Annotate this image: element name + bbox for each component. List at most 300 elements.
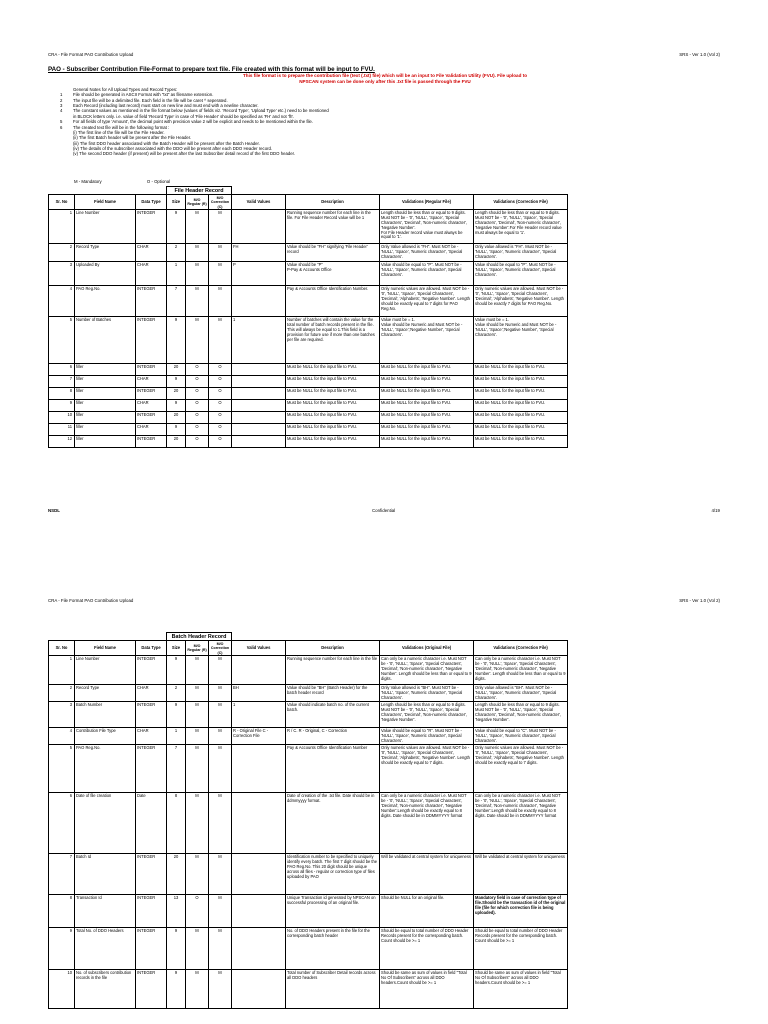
cell-size: 9	[167, 656, 186, 685]
footer-confidential: Confidential	[372, 508, 396, 513]
red-note-line-1: This file format is to prepare the contribution file (text (.txt) file) which will be an input to File Validation Utility (FVU). File upload to	[242, 73, 528, 78]
cell-sr-no: 9	[49, 928, 75, 970]
cell-data-type: INTEGER	[136, 388, 167, 400]
table-row	[49, 656, 721, 685]
cell-size: 20	[167, 436, 186, 448]
cell-mo-regular: M	[186, 854, 209, 895]
cell-description: Must be NULL for the input file to FVU.	[286, 424, 380, 436]
cell-field-name: Batch Id	[75, 854, 136, 895]
cell-field-name: Number of Batches	[75, 317, 136, 364]
cell-data-type: CHAR	[136, 728, 167, 745]
cell-validation-correction: Only value allowed is "BH". Must NOT be - 'NULL', 'Space', 'Numeric character', 'Special Characters'.	[474, 685, 568, 702]
cell-valid-values	[232, 854, 286, 895]
legend-mandatory: M - Mandatory	[74, 179, 102, 184]
cell-size: 9	[167, 702, 186, 728]
cell-mo-correction: O	[209, 436, 232, 448]
notes-heading: General Notes for All Upload Types and Record Types:	[73, 87, 178, 92]
cell-data-type: INTEGER	[136, 970, 167, 1009]
cell-data-type: INTEGER	[136, 364, 167, 376]
cell-mo-regular: O	[186, 364, 209, 376]
table-row	[49, 210, 721, 244]
note-text: (iii) The first DDO header associated with the Batch Header will be present after the Batch Header.	[73, 140, 260, 146]
cell-valid-values	[232, 895, 286, 928]
cell-validation-regular: Only Value allowed is "FH". Must NOT be - 'NULL', 'Space', 'Numeric character', 'Special Characters'.	[380, 244, 474, 262]
cell-mo-correction: O	[209, 364, 232, 376]
note-item	[60, 151, 620, 156]
row-spacer	[568, 436, 721, 448]
note-text: (i) The first line of the file will be the File Header.	[73, 129, 165, 135]
cell-mo-correction: M	[209, 745, 232, 793]
cell-mo-regular: M	[186, 685, 209, 702]
cell-mo-correction: M	[209, 702, 232, 728]
table-row	[49, 895, 721, 928]
table-row	[49, 685, 721, 702]
cell-mo-regular: O	[186, 436, 209, 448]
legend-optional: O - Optional	[146, 179, 171, 184]
table-row	[49, 388, 721, 400]
cell-mo-correction: M	[209, 685, 232, 702]
cell-description: Value should indicate batch no. of the current batch.	[286, 702, 380, 728]
page1-header-left: CRA - File Format PAO Contribution Upload	[48, 52, 134, 57]
cell-description: Running sequence number for each line in the file	[286, 656, 380, 685]
cell-mo-regular: M	[186, 656, 209, 685]
cell-description: Date of creation of the .txt file. Date should be in ddmmyyyy format.	[286, 793, 380, 854]
note-number: 1	[60, 92, 63, 98]
cell-size: 8	[167, 793, 186, 854]
cell-size: 20	[167, 364, 186, 376]
col-validations-regular: Validations (Regular File)	[380, 195, 474, 210]
note-text: For all fields of type 'Amount', the decimal point with precision value 2 will be explicit and needs to be mentioned within the file.	[73, 119, 314, 125]
cell-mo-regular: O	[186, 388, 209, 400]
file-header-table	[48, 186, 721, 448]
cell-validation-regular: Can only be a numeric character i.e. Must NOT be - '0', 'NULL', 'Space', 'Special Characters', 'Decimal', 'Non-numeric character', 'Negative Number'. Length should be less than or equal to 9 digits.	[380, 656, 474, 685]
cell-validation-regular: Must be NULL for the input file to FVU.	[380, 388, 474, 400]
note-text: File should be generated in ASCII Format with "txt" as filename extension.	[73, 92, 214, 98]
cell-field-name: Contribution File Type	[75, 728, 136, 745]
cell-data-type: CHAR	[136, 262, 167, 286]
cell-data-type: CHAR	[136, 685, 167, 702]
cell-size: 9	[167, 376, 186, 388]
col-valid-values: Valid Values	[232, 195, 286, 210]
table-row	[49, 728, 721, 745]
note-number: 3	[60, 103, 63, 109]
col-validations-original: Validations (Original File)	[380, 641, 474, 656]
cell-validation-regular: Must be NULL for the input file to FVU.	[380, 400, 474, 412]
row-spacer	[568, 412, 721, 424]
note-text: The constant values as mentioned in the file format below (values of fields viz. 'Record Type', 'Upload Type' etc.) need to be mentioned	[73, 108, 329, 114]
cell-field-name: Date of file creation	[75, 793, 136, 854]
note-number: 4	[60, 108, 63, 114]
cell-mo-correction: M	[209, 262, 232, 286]
cell-validation-regular: Length should be less than or equal to 9 digits. Must NOT be - '0', 'NULL', 'Space', 'Special Characters', 'Decimal', 'Non-numeric character', 'Negative Number'. For File Header record value must always be equal to '1'.	[380, 210, 474, 244]
cell-mo-correction: M	[209, 656, 232, 685]
cell-data-type: CHAR	[136, 400, 167, 412]
cell-description: Must be NULL for the input file to FVU.	[286, 376, 380, 388]
cell-field-name: PAO Reg.No.	[75, 745, 136, 793]
col-description: Description	[286, 641, 380, 656]
table-row	[49, 424, 721, 436]
cell-mo-correction: M	[209, 244, 232, 262]
cell-data-type: INTEGER	[136, 656, 167, 685]
col-validations-correction: Validations (Correction File)	[474, 195, 568, 210]
cell-size: 13	[167, 895, 186, 928]
row-spacer	[568, 388, 721, 400]
cell-validation-correction: Length should be less than or equal to 9 digits. Must NOT be - '0', 'NULL', 'Space', 'Special Characters', 'Decimal', 'Non-numeric character', 'Negative Number'.	[474, 702, 568, 728]
cell-sr-no: 5	[49, 745, 75, 793]
cell-valid-values: R - Original File C - Correction File	[232, 728, 286, 745]
cell-mo-regular: O	[186, 400, 209, 412]
cell-data-type: INTEGER	[136, 317, 167, 364]
col-mo-correction: M/O Correction (C)	[209, 641, 232, 656]
cell-description: Must be NULL for the input file to FVU.	[286, 388, 380, 400]
cell-mo-regular: M	[186, 928, 209, 970]
cell-field-name: Record Type	[75, 685, 136, 702]
cell-data-type: INTEGER	[136, 412, 167, 424]
cell-size: 9	[167, 210, 186, 244]
cell-validation-correction: Can only be a numeric character i.e. Must NOT be - '0', 'NULL', 'Space', 'Special Characters', 'Decimal', 'Non-numeric character', 'Negative Number'. Length should be less than or equal to 9 digits.	[474, 656, 568, 685]
cell-mo-regular: M	[186, 793, 209, 854]
table-row	[49, 400, 721, 412]
file-header-table-body	[49, 210, 721, 448]
note-text: (iv) The details of the subscriber associated with the DDO will be present after each DDO Header record.	[73, 145, 273, 151]
cell-validation-regular: Must be NULL for the input file to FVU.	[380, 424, 474, 436]
row-spacer	[568, 262, 721, 286]
red-note-line-2: NPSCAN system can be done only after this .txt file is passed through the FVU	[299, 79, 471, 84]
cell-sr-no: 3	[49, 702, 75, 728]
cell-data-type: INTEGER	[136, 210, 167, 244]
cell-sr-no: 10	[49, 412, 75, 424]
cell-description: Pay & Accounts Office Identification Number	[286, 745, 380, 793]
cell-mo-regular: M	[186, 702, 209, 728]
table-row	[49, 970, 721, 1009]
page2-header-right: SRS - Ver 1.0 (Vol 2)	[679, 598, 720, 603]
row-spacer	[568, 685, 721, 702]
cell-field-name: filler	[75, 412, 136, 424]
cell-sr-no: 1	[49, 210, 75, 244]
note-number: 6	[60, 124, 63, 130]
cell-description: Must be NULL for the input file to FVU.	[286, 364, 380, 376]
table-row	[49, 412, 721, 424]
cell-size: 9	[167, 317, 186, 364]
row-spacer	[568, 286, 721, 317]
cell-data-type: INTEGER	[136, 286, 167, 317]
page2-header-left: CRA - File Format PAO Contribution Upload	[48, 598, 134, 603]
cell-description: Must be NULL for the input file to FVU.	[286, 436, 380, 448]
cell-sr-no: 3	[49, 262, 75, 286]
cell-validation-correction: Must be NULL for the input file to FVU.	[474, 424, 568, 436]
cell-validation-correction: Must be NULL for the input file to FVU.	[474, 400, 568, 412]
cell-mo-correction: M	[209, 317, 232, 364]
cell-valid-values: P	[232, 262, 286, 286]
cell-validation-regular: Can only be a numeric character i.e. Must NOT be - '0', 'NULL', 'Space', 'Special Characters', 'Decimal', 'Non-numeric character', 'Negative Number'.Length should be exactly equal to 8 digits. Date should be in DDMMYYYY format	[380, 793, 474, 854]
cell-field-name: Batch Number	[75, 702, 136, 728]
note-text: Each Record (including last record) must start on new line and must end with a newline character.	[73, 103, 259, 109]
cell-validation-correction: Should be same as sum of values in field "Total No Of Subscribers" across all DDO headers.Count should be >= 1	[474, 970, 568, 1009]
cell-validation-correction: Only numeric values are allowed. Must NOT be - '0', 'NULL', 'Space', 'Special Characters', 'Decimal', 'Alphabets', 'Negative Number'. Length should be exactly equal to 7 digits.	[474, 745, 568, 793]
cell-validation-regular: Will be validated at central system for uniqueness	[380, 854, 474, 895]
cell-valid-values	[232, 376, 286, 388]
cell-field-name: No. of subscribers contribution records in the file	[75, 970, 136, 1009]
cell-field-name: Record Type	[75, 244, 136, 262]
cell-validation-correction: Will be validated at central system for uniqueness	[474, 854, 568, 895]
cell-mo-regular: O	[186, 376, 209, 388]
row-spacer	[568, 424, 721, 436]
cell-mo-regular: M	[186, 286, 209, 317]
cell-sr-no: 2	[49, 685, 75, 702]
cell-validation-regular: Must be NULL for the input file to FVU.	[380, 364, 474, 376]
cell-validation-correction: Length should be less than or equal to 9 digits. Must NOT be - '0', 'NULL', 'Space', 'Special Characters', 'Decimal', 'Non-numeric character', 'Negative Number'.For File Header record value must always be equal to '1'.	[474, 210, 568, 244]
cell-validation-correction: Value should be equal to "C". Must NOT be - 'NULL', 'Space', 'Numeric character', Special Characters'.	[474, 728, 568, 745]
row-spacer	[568, 745, 721, 793]
cell-validation-correction: Only value allowed is "FH". Must NOT be - 'NULL', 'Space', 'Numeric character', 'Special Characters'.	[474, 244, 568, 262]
cell-mo-correction: M	[209, 895, 232, 928]
cell-mo-correction: O	[209, 376, 232, 388]
cell-data-type: INTEGER	[136, 702, 167, 728]
cell-validation-regular: Should be NULL for an original file.	[380, 895, 474, 928]
document-title: PAO - Subscriber Contribution File-Format to prepare text file. File created with this format will be input to FVU.	[48, 66, 375, 73]
cell-description: Value should be "FH" signifying 'File Header' record	[286, 244, 380, 262]
cell-sr-no: 6	[49, 793, 75, 854]
col-validations-correction: Validations (Correction File)	[474, 641, 568, 656]
cell-validation-regular: Must be NULL for the input file to FVU.	[380, 376, 474, 388]
cell-sr-no: 4	[49, 286, 75, 317]
cell-size: 9	[167, 400, 186, 412]
table-row	[49, 244, 721, 262]
cell-description: Must be NULL for the input file to FVU.	[286, 400, 380, 412]
col-size: Size	[167, 195, 186, 210]
cell-mo-correction: M	[209, 286, 232, 317]
cell-mo-correction: O	[209, 400, 232, 412]
row-spacer	[568, 854, 721, 895]
cell-description: Unique Transaction id generated by NPSCAN on successful processing of an original file.	[286, 895, 380, 928]
cell-validation-regular: Value must be = 1. Value should be Numeric and Must NOT be - 'NULL', 'Space','Negative Number', 'Special Characters'.	[380, 317, 474, 364]
cell-size: 2	[167, 244, 186, 262]
cell-sr-no: 11	[49, 424, 75, 436]
cell-sr-no: 2	[49, 244, 75, 262]
cell-field-name: filler	[75, 424, 136, 436]
cell-mo-correction: M	[209, 970, 232, 1009]
cell-sr-no: 9	[49, 400, 75, 412]
row-spacer	[568, 793, 721, 854]
col-mo-correction: M/O Correction (C)	[209, 195, 232, 210]
cell-validation-correction: Must be NULL for the input file to FVU.	[474, 436, 568, 448]
cell-field-name: filler	[75, 436, 136, 448]
cell-sr-no: 7	[49, 854, 75, 895]
cell-validation-correction: Value must be = 1. Value should be Numeric and Must NOT be - 'NULL', 'Space','Negative Number', 'Special Characters'.	[474, 317, 568, 364]
row-spacer	[568, 317, 721, 364]
footer-company: NSDL	[48, 508, 60, 513]
cell-field-name: filler	[75, 388, 136, 400]
cell-validation-correction: Mandatory field in case of correction type of file.Should be the transaction id of the original file (file for which correction file is being uploaded).	[474, 895, 568, 928]
cell-mo-correction: O	[209, 412, 232, 424]
cell-description: Must be NULL for the input file to FVU.	[286, 412, 380, 424]
cell-valid-values: 1	[232, 702, 286, 728]
cell-validation-regular: Length should be less than or equal to 9 digits. Must NOT be - '0', 'NULL', 'Space', 'Special Characters', 'Decimal', 'Non-numeric character', 'Negative Number'.	[380, 702, 474, 728]
cell-size: 20	[167, 412, 186, 424]
col-sr-no: Sr. No	[49, 641, 75, 656]
cell-size: 20	[167, 854, 186, 895]
table-row	[49, 436, 721, 448]
cell-mo-correction: M	[209, 728, 232, 745]
cell-validation-regular: Should be equal to total number of DDO Header Records present for the corresponding batch. Count should be >= 1	[380, 928, 474, 970]
legend	[74, 179, 214, 184]
table-row	[49, 262, 721, 286]
col-sr-no: Sr. No	[49, 195, 75, 210]
note-number: 5	[60, 119, 63, 125]
cell-sr-no: 6	[49, 364, 75, 376]
cell-description: Identification number to be specified to uniquely identify every batch. The first 7 digit should be the PAO Reg.No. This 20 digit should be unique across all files - regular or correction type of files uploaded by PAO	[286, 854, 380, 895]
cell-mo-regular: M	[186, 244, 209, 262]
cell-validation-regular: Must be NULL for the input file to FVU.	[380, 436, 474, 448]
col-data-type: Data Type	[136, 195, 167, 210]
cell-validation-correction: Must be NULL for the input file to FVU.	[474, 376, 568, 388]
cell-field-name: filler	[75, 364, 136, 376]
cell-size: 20	[167, 388, 186, 400]
cell-validation-regular: Must be NULL for the input file to FVU.	[380, 412, 474, 424]
cell-mo-correction: M	[209, 928, 232, 970]
cell-mo-regular: O	[186, 412, 209, 424]
col-field-name: Field Name	[75, 195, 136, 210]
table-row	[49, 364, 721, 376]
row-spacer	[568, 970, 721, 1009]
cell-data-type: INTEGER	[136, 895, 167, 928]
cell-mo-correction: M	[209, 854, 232, 895]
row-spacer	[568, 895, 721, 928]
table-row	[49, 317, 721, 364]
cell-size: 1	[167, 262, 186, 286]
note-number	[60, 151, 73, 156]
cell-validation-regular: Value should be equal to "P". Must NOT be - 'NULL', 'Space', 'Numeric character', Special Characters'.	[380, 262, 474, 286]
cell-field-name: Line Number	[75, 656, 136, 685]
cell-valid-values: 1	[232, 317, 286, 364]
col-size: Size	[167, 641, 186, 656]
cell-field-name: Uploaded By	[75, 262, 136, 286]
col-mo-regular: M/O Regular (R)	[186, 641, 209, 656]
cell-sr-no: 1	[49, 656, 75, 685]
col-description: Description	[286, 195, 380, 210]
cell-validation-regular: Only Value allowed is "BH". Must NOT be - 'NULL', 'Space', 'Numeric character', 'Special Characters'.	[380, 685, 474, 702]
cell-mo-correction: O	[209, 424, 232, 436]
cell-mo-regular: M	[186, 728, 209, 745]
cell-size: 9	[167, 970, 186, 1009]
table-row	[49, 376, 721, 388]
row-spacer	[568, 400, 721, 412]
batch-header-group-title: Batch Header Record	[167, 633, 232, 641]
cell-description: Pay & Accounts Office Identification Number.	[286, 286, 380, 317]
cell-mo-correction: O	[209, 388, 232, 400]
page1-header-right: SRS - Ver 1.0 (Vol 2)	[679, 52, 720, 57]
cell-valid-values	[232, 388, 286, 400]
cell-data-type: Date	[136, 793, 167, 854]
cell-valid-values: FH	[232, 244, 286, 262]
cell-validation-correction: Can only be a numeric character i.e. Must NOT be - '0', 'NULL', 'Space', 'Special Characters', 'Decimal', 'Non-numeric character', 'Negative Number'.Length should be exactly equal to 8 digits. Date should be in DDMMYYYY format	[474, 793, 568, 854]
cell-valid-values	[232, 286, 286, 317]
row-spacer	[568, 244, 721, 262]
cell-mo-regular: M	[186, 745, 209, 793]
table-row	[49, 702, 721, 728]
cell-validation-regular: Value should be equal to "R". Must NOT be - 'NULL', 'Space', 'Numeric character', Special Characters'.	[380, 728, 474, 745]
col-field-name: Field Name	[75, 641, 136, 656]
cell-size: 9	[167, 424, 186, 436]
cell-validation-correction: Must be NULL for the input file to FVU.	[474, 388, 568, 400]
cell-validation-correction: Must be NULL for the input file to FVU.	[474, 364, 568, 376]
cell-mo-correction: M	[209, 793, 232, 854]
cell-data-type: CHAR	[136, 424, 167, 436]
cell-valid-values	[232, 424, 286, 436]
cell-sr-no: 7	[49, 376, 75, 388]
general-notes	[60, 87, 620, 157]
batch-header-table-body	[49, 656, 721, 1009]
cell-mo-correction: M	[209, 210, 232, 244]
cell-mo-regular: O	[186, 424, 209, 436]
cell-valid-values: BH	[232, 685, 286, 702]
row-spacer	[568, 728, 721, 745]
cell-description: Value should be "BH" (Batch Header) for the batch header record	[286, 685, 380, 702]
cell-field-name: Total No. of DDO Headers	[75, 928, 136, 970]
cell-sr-no: 12	[49, 436, 75, 448]
col-valid-values: Valid Values	[232, 641, 286, 656]
cell-valid-values	[232, 745, 286, 793]
cell-field-name: PAO Reg.No.	[75, 286, 136, 317]
cell-description: R / C. R - Original, C - Correction	[286, 728, 380, 745]
cell-description: Number of batches will contain the value for the total number of batch records present in the file. This will always be equal to 1.This field is a provision for future use if more than one batches per file are required.	[286, 317, 380, 364]
cell-validation-regular: Only numeric values are allowed. Must NOT be - '0', 'NULL', 'Space', 'Special Characters', 'Decimal', 'Alphabets', 'Negative Number'. Length should be exactly equal to 7 digits.	[380, 745, 474, 793]
cell-valid-values	[232, 364, 286, 376]
cell-data-type: CHAR	[136, 376, 167, 388]
table-row	[49, 286, 721, 317]
cell-valid-values	[232, 210, 286, 244]
col-mo-regular: M/O Regular (R)	[186, 195, 209, 210]
note-text: (v) The second DDO header (if present) will be present after the last Subscriber detail record of the first DDO header.	[73, 151, 296, 157]
note-text: in BLOCK letters only. i.e. value of field 'Record Type' in case of 'File Header' should be specified as 'FH' and not 'fh'.	[73, 113, 295, 119]
cell-size: 7	[167, 286, 186, 317]
cell-valid-values	[232, 412, 286, 424]
table-row	[49, 854, 721, 895]
table-row	[49, 745, 721, 793]
cell-mo-regular: M	[186, 210, 209, 244]
cell-sr-no: 8	[49, 388, 75, 400]
cell-description: Value should be "P" P-Pay & Accounts Office	[286, 262, 380, 286]
cell-sr-no: 8	[49, 895, 75, 928]
cell-field-name: filler	[75, 376, 136, 388]
cell-valid-values	[232, 970, 286, 1009]
cell-sr-no: 10	[49, 970, 75, 1009]
batch-header-table	[48, 632, 721, 1009]
note-text: The created text file will be in the following format :	[73, 124, 170, 130]
cell-size: 7	[167, 745, 186, 793]
row-spacer	[568, 210, 721, 244]
cell-data-type: INTEGER	[136, 928, 167, 970]
table-row	[49, 928, 721, 970]
cell-validation-correction: Value should be equal to "P". Must NOT be - 'NULL', 'Space', 'Numeric character', Special Characters'.	[474, 262, 568, 286]
cell-mo-regular: M	[186, 970, 209, 1009]
footer-page-number: 4/19	[711, 508, 720, 513]
cell-field-name: filler	[75, 400, 136, 412]
cell-description: Total number of Subscriber Detail records across all DDO headers	[286, 970, 380, 1009]
table-row	[49, 793, 721, 854]
notes-list	[60, 92, 620, 156]
cell-validation-correction: Must be NULL for the input file to FVU.	[474, 412, 568, 424]
cell-field-name: Transaction Id	[75, 895, 136, 928]
row-spacer	[568, 702, 721, 728]
row-spacer	[568, 364, 721, 376]
cell-valid-values	[232, 656, 286, 685]
row-spacer	[568, 376, 721, 388]
file-header-group-title: File Header Record	[167, 187, 232, 195]
col-data-type: Data Type	[136, 641, 167, 656]
cell-valid-values	[232, 793, 286, 854]
cell-mo-regular: O	[186, 895, 209, 928]
